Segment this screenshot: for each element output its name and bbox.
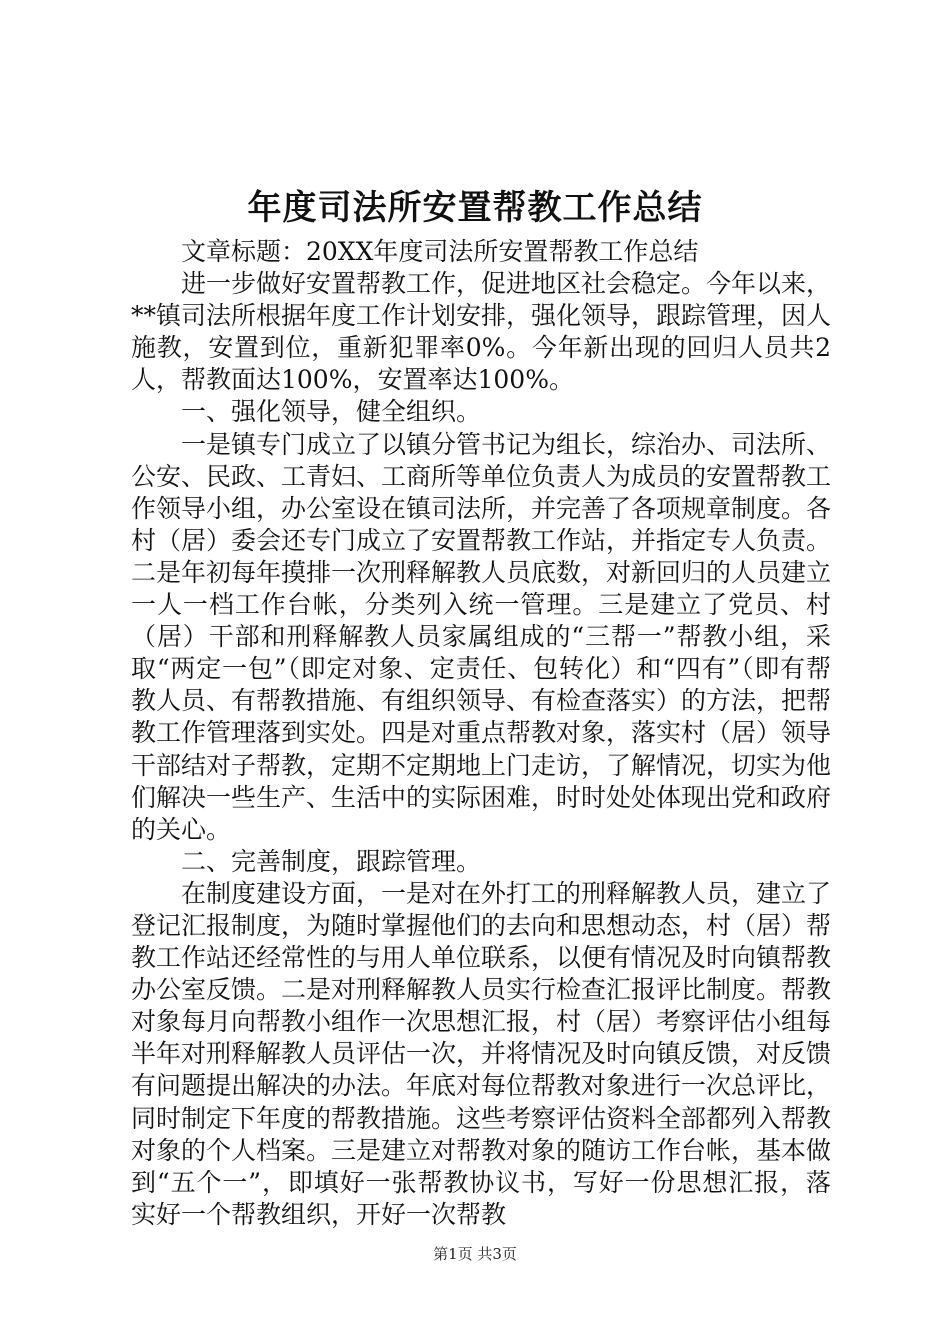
article-title-line: 文章标题：20XX年度司法所安置帮教工作总结 xyxy=(181,237,699,266)
intro-paragraph: 进一步做好安置帮教工作，促进地区社会稳定。今年以来，**镇司法所根据年度工作计划安排，强化领导，跟踪管理，因人施教，安置到位，重新犯罪率0%。今年新出现的回归人员共2人，帮教面达100%，安置率达100%。 xyxy=(131,269,832,395)
document-title: 年度司法所安置帮教工作总结 xyxy=(247,188,703,228)
section-heading-1: 一、强化领导，健全组织。 xyxy=(181,397,482,427)
section-heading-2: 二、完善制度，跟踪管理。 xyxy=(181,846,482,876)
page-number-footer: 第1页 共3页 xyxy=(433,1245,517,1263)
document-body xyxy=(131,236,831,1231)
section-1-paragraph: 一是镇专门成立了以镇分管书记为组长，综治办、司法所、公安、民政、工青妇、工商所等单位负责人为成员的安置帮教工作领导小组，办公室设在镇司法所，并完善了各项规章制度。各村（居）委会还专门成立了安置帮教工作站，并指定专人负责。二是年初每年摸排一次刑释解教人员底数，对新回归的人员建立一人一档工作台帐，分类列入统一管理。三是建立了党员、村（居）干部和刑释解教人员家属组成的“三帮一”帮教小组，采取“两定一包”（即定对象、定责任、包转化）和“四有”（即有帮教人员、有帮教措施、有组织领导、有检查落实）的方法，把帮教工作管理落到实处。四是对重点帮教对象，落实村（居）领导干部结对子帮教，定期不定期地上门走访，了解情况，切实为他们解决一些生产、生活中的实际困难，时时处处体现出党和政府的关心。 xyxy=(131,429,832,844)
section-2-paragraph: 在制度建设方面，一是对在外打工的刑释解教人员，建立了登记汇报制度，为随时掌握他们的去向和思想动态，村（居）帮教工作站还经常性的与用人单位联系，以便有情况及时向镇帮教办公室反馈。二是对刑释解教人员实行检查汇报评比制度。帮教对象每月向帮教小组作一次思想汇报，村（居）考察评估小组每半年对刑释解教人员评估一次，并将情况及时向镇反馈，对反馈有问题提出解决的办法。年底对每位帮教对象进行一次总评比，同时制定下年度的帮教措施。这些考察评估资料全部都列入帮教对象的个人档案。三是建立对帮教对象的随访工作台帐，基本做到“五个一”，即填好一张帮教协议书，写好一份思想汇报，落实好一个帮教组织，开好一次帮教 xyxy=(131,878,832,1229)
